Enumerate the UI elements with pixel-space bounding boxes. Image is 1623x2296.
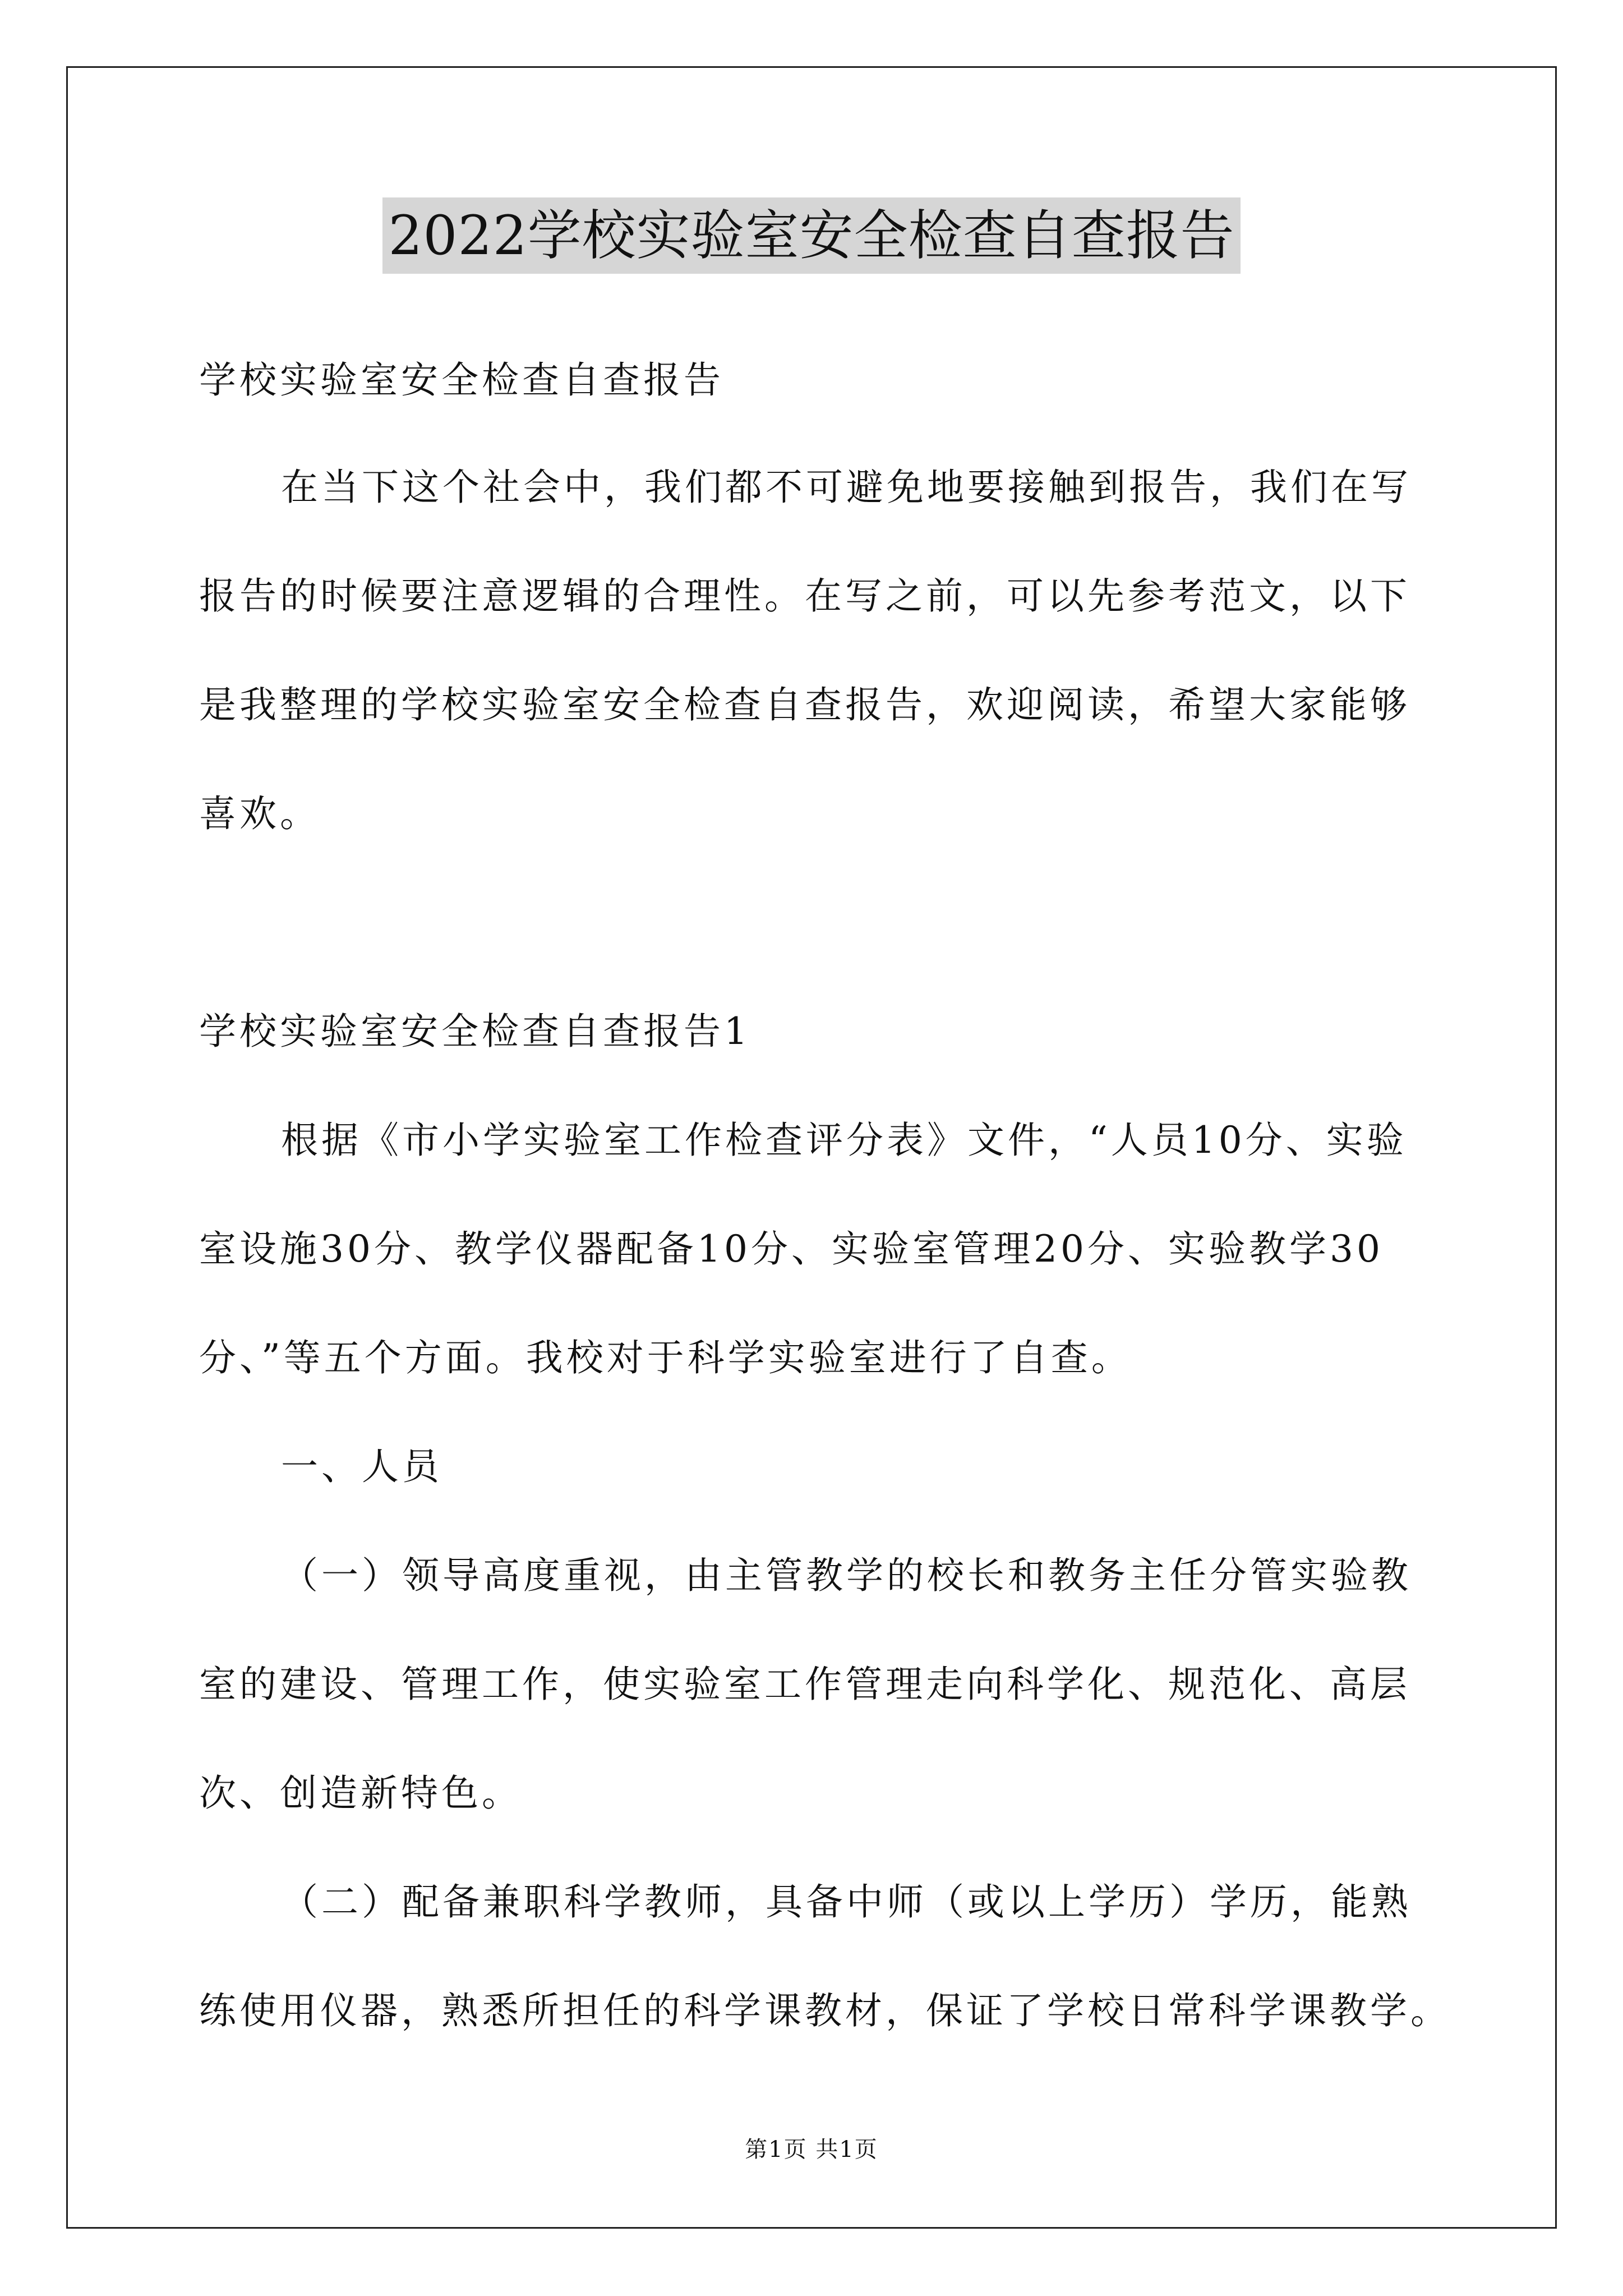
intro-line-3: 是我整理的学校实验室安全检查自查报告，欢迎阅读，希望大家能够 [199,683,1410,726]
section-line-4: 一、人员 [281,1445,442,1488]
page-footer: 第1页 共1页 [745,2137,878,2162]
intro-line-2: 报告的时候要注意逻辑的合理性。在写之前，可以先参考范文，以下 [199,574,1410,618]
section-line-7: 次、创造新特色。 [199,1772,522,1815]
section-line-8: （二）配备兼职科学教师，具备中师（或以上学历）学历，能熟 [281,1880,1412,1924]
section-heading: 学校实验室安全检查自查报告1 [199,1010,751,1053]
section-line-2: 室设施30分、教学仪器配备10分、实验室管理20分、实验教学30 [199,1227,1384,1271]
section-line-3: 分、”等五个方面。我校对于科学实验室进行了自查。 [199,1336,1132,1379]
section-line-9: 练使用仪器，熟悉所担任的科学课教材，保证了学校日常科学课教学。 [199,1989,1451,2032]
document-subtitle: 学校实验室安全检查自查报告 [199,358,724,402]
section-line-6: 室的建设、管理工作，使实验室工作管理走向科学化、规范化、高层 [199,1663,1410,1706]
section-line-1: 根据《市小学实验室工作检查评分表》文件，“人员10分、实验 [281,1119,1407,1162]
intro-line-1: 在当下这个社会中，我们都不可避免地要接触到报告，我们在写 [281,466,1412,509]
intro-line-4: 喜欢。 [199,792,320,835]
title-container [0,197,1623,274]
document-title: 2022学校实验室安全检查自查报告 [382,197,1240,274]
section-line-5: （一）领导高度重视，由主管教学的校长和教务主任分管实验教 [281,1554,1412,1597]
